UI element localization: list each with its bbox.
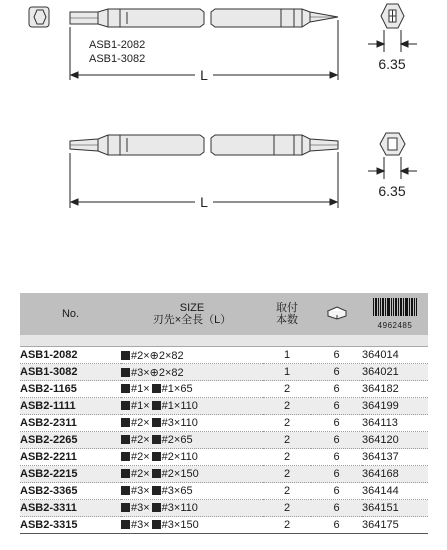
row-size-tip: #2× (131, 468, 150, 480)
table-row (20, 432, 428, 449)
row-model: ASB2-1165 (20, 381, 121, 398)
row-size (121, 364, 263, 381)
row-pack: 6 (311, 347, 362, 364)
row-pack: 6 (311, 500, 362, 517)
row-pack: 6 (311, 398, 362, 415)
row-size (121, 432, 263, 449)
row-qty: 2 (263, 381, 311, 398)
header-qty-line1: 取付 (276, 302, 298, 314)
row-size (121, 381, 263, 398)
table-row (20, 347, 428, 364)
table-row (20, 381, 428, 398)
barcode-icon (372, 297, 418, 332)
row-model: ASB2-2265 (20, 432, 121, 449)
row-size-tip2: #3×65 (161, 485, 193, 497)
row-code: 364151 (362, 500, 428, 517)
header-size-line2: 刃先×全長（L） (152, 314, 232, 326)
row-model: ASB1-3082 (20, 364, 121, 381)
square-drive-icon (121, 435, 130, 444)
barcode-number: 4962485 (377, 320, 413, 330)
table-row (20, 449, 428, 466)
top-length-label: L (200, 67, 208, 83)
table-row (20, 466, 428, 483)
row-qty: 2 (263, 432, 311, 449)
top-model-label-2: ASB1-3082 (89, 53, 146, 65)
row-model: ASB2-3311 (20, 500, 121, 517)
table-row (20, 398, 428, 415)
row-size (121, 415, 263, 432)
row-size-tip2: #2×110 (161, 451, 198, 463)
row-pack: 6 (311, 483, 362, 500)
square-drive-icon (121, 503, 130, 512)
header-qty-line2: 本数 (276, 314, 298, 326)
header-size-line1: SIZE (179, 302, 205, 314)
row-pack: 6 (311, 381, 362, 398)
row-size (121, 517, 263, 534)
square-drive-icon (152, 384, 161, 393)
row-qty: 2 (263, 415, 311, 432)
square-drive-icon (121, 486, 130, 495)
square-drive-icon (121, 452, 130, 461)
row-code: 364182 (362, 381, 428, 398)
square-tip-icon (380, 133, 405, 155)
header-code (362, 293, 428, 335)
row-model: ASB1-2082 (20, 347, 121, 364)
row-qty: 2 (263, 449, 311, 466)
row-pack: 6 (311, 466, 362, 483)
row-size (121, 398, 263, 415)
header-qty (263, 293, 311, 335)
square-drive-icon (121, 368, 130, 377)
square-drive-icon (152, 503, 161, 512)
technical-drawings (0, 0, 447, 260)
row-code: 364021 (362, 364, 428, 381)
row-size-tip: #1× (131, 400, 150, 412)
row-code: 364120 (362, 432, 428, 449)
row-qty: 1 (263, 364, 311, 381)
row-code: 364113 (362, 415, 428, 432)
row-size-tip: #2×⊕2×82 (131, 349, 184, 362)
row-size-tip: #3× (131, 502, 150, 514)
row-pack: 6 (311, 415, 362, 432)
bottom-dim-label: 6.35 (378, 183, 406, 199)
top-bit-drawing (29, 4, 404, 28)
row-code: 364014 (362, 347, 428, 364)
row-code: 364199 (362, 398, 428, 415)
square-drive-icon (121, 469, 130, 478)
row-qty: 2 (263, 500, 311, 517)
row-qty: 2 (263, 483, 311, 500)
row-model: ASB2-3365 (20, 483, 121, 500)
row-size-tip2: #1×65 (161, 383, 193, 395)
row-size-tip2: #3×150 (161, 519, 199, 531)
row-size-tip2: #2×150 (161, 468, 199, 480)
row-qty: 2 (263, 466, 311, 483)
row-qty: 2 (263, 517, 311, 534)
row-code: 364175 (362, 517, 428, 534)
row-size-tip: #3× (131, 485, 150, 497)
bottom-length-label: L (200, 194, 208, 210)
square-drive-icon (121, 401, 130, 410)
row-size-tip: #2× (131, 451, 150, 463)
row-model: ASB2-3315 (20, 517, 121, 534)
square-drive-icon (121, 384, 130, 393)
header-size (121, 293, 263, 335)
table-row (20, 483, 428, 500)
square-drive-icon (152, 435, 161, 444)
square-drive-icon (152, 486, 161, 495)
table-row (20, 415, 428, 432)
row-qty: 1 (263, 347, 311, 364)
row-pack: 6 (311, 449, 362, 466)
row-code: 364168 (362, 466, 428, 483)
row-model: ASB2-1111 (20, 398, 121, 415)
row-code: 364137 (362, 449, 428, 466)
top-dim-label: 6.35 (378, 56, 406, 72)
row-size-tip: #1× (131, 383, 150, 395)
row-size (121, 500, 263, 517)
hexagon-end-icon (34, 10, 46, 24)
row-pack: 6 (311, 432, 362, 449)
row-size (121, 466, 263, 483)
spec-table (20, 293, 428, 534)
header-no: No. (20, 293, 121, 335)
row-size-tip2: #3×110 (161, 502, 198, 514)
row-model: ASB2-2311 (20, 415, 121, 432)
row-size-tip2: #3×110 (161, 417, 198, 429)
table-header-row (20, 293, 428, 335)
row-model: ASB2-2211 (20, 449, 121, 466)
row-size (121, 347, 263, 364)
row-size (121, 483, 263, 500)
package-icon (326, 306, 348, 320)
row-qty: 2 (263, 398, 311, 415)
top-model-label-1: ASB1-2082 (89, 39, 146, 51)
table-row (20, 517, 428, 534)
phillips-tip-icon (381, 4, 404, 28)
row-size-tip: #2× (131, 434, 150, 446)
table-header-band (20, 335, 428, 347)
row-pack: 6 (311, 517, 362, 534)
row-model: ASB2-2215 (20, 466, 121, 483)
square-drive-icon (152, 452, 161, 461)
square-drive-icon (121, 520, 130, 529)
table-body (20, 347, 428, 534)
row-code: 364144 (362, 483, 428, 500)
table-row (20, 500, 428, 517)
row-size-tip: #2× (131, 417, 150, 429)
square-drive-icon (121, 351, 130, 360)
table-row (20, 364, 428, 381)
row-size (121, 449, 263, 466)
header-pack (311, 293, 362, 335)
bottom-dimension-lines (70, 152, 417, 208)
row-size-tip: #3× (131, 519, 150, 531)
square-drive-icon (152, 401, 161, 410)
square-drive-icon (121, 418, 130, 427)
square-drive-icon (152, 418, 161, 427)
row-size-tip2: #2×65 (161, 434, 193, 446)
row-pack: 6 (311, 364, 362, 381)
bottom-bit-drawing (70, 133, 405, 155)
square-drive-icon (152, 469, 161, 478)
row-size-tip2: #1×110 (161, 400, 198, 412)
row-size-tip: #3×⊕2×82 (131, 366, 184, 379)
square-drive-icon (152, 520, 161, 529)
